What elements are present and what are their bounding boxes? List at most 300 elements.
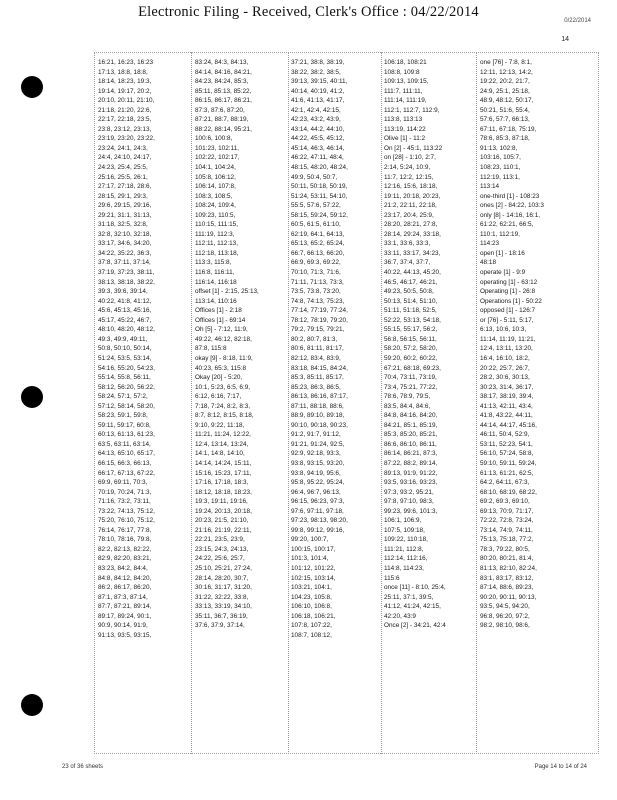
index-entry: 60:5, 61:5, 61:10, <box>291 221 341 229</box>
index-entry: 81:13, 82:10, 82:24, <box>480 564 537 572</box>
index-entry: 80:6, 81:11, 81:17, <box>291 345 344 353</box>
index-entry: 40:23, 65:3, 115:8 <box>195 364 247 372</box>
index-entry: 106:18, 108:21 <box>384 59 427 66</box>
index-entry: 16:21, 16:23, 16:23 <box>98 59 154 66</box>
index-entry: 87:8, 115:8 <box>195 345 227 353</box>
index-entry: 69:9, 69:11, 70:3, <box>98 479 148 487</box>
index-entry: 107:8, 107:22, <box>291 622 332 630</box>
index-entry: 78:12, 78:19, 79:20, <box>291 316 348 324</box>
index-entry: 70:4, 73:11, 73:19, <box>384 374 437 382</box>
index-entry: 82:2, 82:13, 82:22, <box>98 545 152 553</box>
index-entry: 113:8, 113:13 <box>384 116 423 124</box>
index-entry: 86:2, 86:17, 86:20, <box>98 584 152 592</box>
index-entry: 44:22, 45:5, 45:12, <box>291 135 345 143</box>
index-entry: 58:23, 59:1, 59:8, <box>98 412 148 420</box>
index-entry: 109:23, 110:5, <box>195 211 236 219</box>
index-entry: 109:13, 109:15, <box>384 78 429 86</box>
index-entry: 92:9, 92:18, 93:3, <box>291 450 341 458</box>
index-entry: 79:2, 79:15, 79:21, <box>291 326 345 334</box>
index-entry: 42:1, 42:4, 42:15, <box>291 106 341 114</box>
index-entry: 9:10, 9:22, 11:18, <box>195 421 245 429</box>
index-entry: 86:13, 86:16, 87:17, <box>291 393 348 401</box>
index-entry: 25:16, 25:5, 26:1, <box>98 173 148 181</box>
index-entry: 69:2, 69:3, 69:10, <box>480 498 530 506</box>
date-stamp: 0/22/2014 <box>564 18 591 24</box>
index-entry: 48:10, 48:20, 48:12, <box>98 326 155 334</box>
index-entry: on [28] - 1:10, 2:7, <box>384 154 436 162</box>
index-entry: 114:8, 114:23, <box>384 564 424 572</box>
index-entry: 12:11, 12:13, 14:2, <box>480 68 533 76</box>
index-entry: 108:7, 108:12, <box>291 631 332 639</box>
index-entry: 14:14, 14:24, 15:11, <box>195 459 252 467</box>
index-entry: 95:8, 95:22, 95:24, <box>291 479 345 487</box>
index-entry: 12:4, 13:11, 13:20, <box>480 345 533 353</box>
punch-hole-icon <box>21 386 43 408</box>
index-entry: 67:21, 68:18, 69:23, <box>384 364 441 372</box>
index-entry: 84:8, 84:12, 84:20, <box>98 574 152 582</box>
index-entry: 87:11, 88:18, 88:6, <box>291 402 344 410</box>
index-column-2 <box>195 58 285 750</box>
index-entry: 50:11, 50:18, 50:19, <box>291 183 348 191</box>
index-entry: 110:1, 112:19, <box>480 230 520 238</box>
index-entry: 87:3, 87:6, 87:20, <box>195 106 245 114</box>
index-entry: 66:17, 67:13, 67:22, <box>98 469 155 477</box>
index-entry: 116:14, 116:18 <box>195 278 237 286</box>
index-entry: 33:13, 33:19, 34:10, <box>195 603 252 611</box>
index-entry: 103:21, 104:1, <box>291 584 332 592</box>
column-divider <box>381 52 382 754</box>
index-entry: 113:14 <box>480 183 500 191</box>
index-entry: 71:11, 71:13, 73:3, <box>291 278 344 286</box>
sheet-count: 23 of 36 sheets <box>62 764 104 770</box>
index-entry: 75:20, 76:10, 75:12, <box>98 517 155 525</box>
index-entry: 91:21, 91:24, 92:5, <box>291 440 345 448</box>
index-entry: 87:14, 88:6, 89:23, <box>480 584 534 592</box>
index-entry: 55:5, 57:6, 57:22, <box>291 202 341 210</box>
index-entry: 84:14, 84:16, 84:21, <box>195 68 252 76</box>
index-entry: 40:14, 40:19, 41:2, <box>291 87 345 95</box>
index-entry: 49:22, 46:12, 82:18, <box>195 335 252 343</box>
index-entry: 42:23, 43:2, 43:9, <box>291 116 341 124</box>
column-divider <box>94 52 95 754</box>
index-entry: 30:16, 31:17, 31:20, <box>195 584 252 592</box>
filing-header: Electronic Filing - Received, Clerk's Office : 04/22/2014 <box>138 4 479 20</box>
index-entry: one [76] - 7:8, 8:1, <box>480 59 532 66</box>
index-entry: 83:18, 84:15, 84:24, <box>291 364 348 372</box>
index-entry: 73:5, 73:8, 73:20, <box>291 288 341 296</box>
index-entry: 19:22, 20:2, 21:7, <box>480 78 530 86</box>
index-entry: 18:12, 18:18, 18:23, <box>195 488 252 496</box>
index-entry: 17:16, 17:18, 18:3, <box>195 479 249 487</box>
index-entry: 23:24, 24:1, 24:3, <box>98 144 148 152</box>
index-entry: 113:14, 110:16 <box>195 297 237 305</box>
index-entry: 46:11, 50:4, 52:9, <box>480 431 530 439</box>
index-entry: 27:17, 27:18, 28:6, <box>98 183 152 191</box>
index-entry: 60:13, 61:13, 61:23, <box>98 431 155 439</box>
index-entry: 10:1, 5:23, 6:5, 6:9, <box>195 383 251 391</box>
index-entry: 68:10, 68:19, 68:22, <box>480 488 537 496</box>
index-entry: 102:22, 102:17, <box>195 154 240 162</box>
index-entry: 42:20, 43:9 <box>384 612 416 620</box>
index-entry: 106:1, 106:9, <box>384 517 422 525</box>
index-entry: 56:8, 56:15, 56:11, <box>384 335 437 343</box>
index-entry: 12:4, 13:14, 13:24, <box>195 440 249 448</box>
index-entry: 56:10, 57:24, 58:8, <box>480 450 534 458</box>
index-entry: 78:10, 78:16, 79:8, <box>98 536 152 544</box>
index-entry: 23:8, 23:12, 23:13, <box>98 125 152 133</box>
index-entry: 33:17, 34:6, 34:20, <box>98 240 152 248</box>
index-entry: 100:15, 100:17, <box>291 545 336 553</box>
index-entry: 101:12, 101:22, <box>291 564 336 572</box>
index-entry: On [2] - 45:1, 113:22 <box>384 144 443 152</box>
index-entry: 65:13, 65:2, 65:24, <box>291 240 345 248</box>
index-entry: 37:6, 37:9, 37:14, <box>195 622 245 630</box>
index-entry: 61:13, 61:21, 62:5, <box>480 469 534 477</box>
index-entry: 106:10, 106:8, <box>291 603 332 611</box>
index-entry: 116:8, 116:11, <box>195 269 235 277</box>
index-entry: 111:14, 111:19, <box>384 97 427 105</box>
index-entry: 61:22, 62:21, 66:5, <box>480 221 534 229</box>
index-entry: 50:8, 50:10, 50:14, <box>98 345 152 353</box>
index-entry: 25:11, 37:1, 39:5, <box>384 593 434 601</box>
index-entry: 51:24, 53:11, 54:10, <box>291 192 348 200</box>
index-entry: Offices [1] - 69:14 <box>195 316 246 324</box>
index-entry: 22:17, 22:18, 23:5, <box>98 116 152 124</box>
index-entry: 83:24, 84:3, 84:13, <box>195 59 249 66</box>
index-entry: 85:3, 85:11, 85:17, <box>291 374 344 382</box>
index-entry: 48:15, 48:20, 48:24, <box>291 164 348 172</box>
index-entry: only [8] - 14:16, 16:1, <box>480 211 541 219</box>
index-entry: 58:15, 59:24, 59:12, <box>291 211 348 219</box>
index-entry: 14:1, 14:8, 14:10, <box>195 450 245 458</box>
index-entry: 44:14, 44:17, 45:16, <box>480 421 537 429</box>
index-entry: 21:2, 22:11, 22:18, <box>384 202 437 210</box>
index-entry: 41:6, 41:13, 41:17, <box>291 97 345 105</box>
index-entry: 104:23, 105:8, <box>291 593 332 601</box>
index-entry: 22:21, 23:5, 23:9, <box>195 536 245 544</box>
index-entry: 34:22, 35:22, 36:3, <box>98 249 152 257</box>
index-entry: 113:19, 114:22 <box>384 125 426 133</box>
index-entry: 86:6, 86:10, 86:11, <box>384 440 437 448</box>
index-entry: 111:19, 112:3, <box>195 230 235 238</box>
index-entry: 24:9, 25:1, 25:18, <box>480 87 530 95</box>
index-entry: 37:19, 37:23, 38:11, <box>98 269 155 277</box>
index-entry: 55:14, 55:8, 56:11, <box>98 374 151 382</box>
index-entry: 93:8, 94:19, 95:6, <box>291 469 341 477</box>
index-entry: 87:7, 87:21, 89:14, <box>98 603 152 611</box>
index-entry: 49:23, 50:5, 50:8, <box>384 288 434 296</box>
index-entry: 112:11, 112:13, <box>195 240 238 248</box>
index-entry: operate [1] - 9:9 <box>480 269 526 277</box>
index-entry: 91:13, 93:5, 93:15, <box>98 631 152 639</box>
index-entry: 41:8, 43:22, 44:11, <box>480 412 533 420</box>
index-entry: 110:15, 111:15, <box>195 221 238 229</box>
column-divider <box>288 52 289 754</box>
index-entry: 38:17, 38:19, 39:4, <box>480 393 534 401</box>
index-entry: 8:7, 8:12, 8:15, 8:18, <box>195 412 254 420</box>
index-entry: 101:23, 102:11, <box>195 144 239 152</box>
index-entry: 84:8, 84:16, 84:20, <box>384 412 438 420</box>
index-entry: 90:20, 90:11, 90:13, <box>480 593 537 601</box>
column-divider <box>598 52 599 754</box>
index-entry: 45:14, 46:3, 46:14, <box>291 144 345 152</box>
index-entry: 19:3, 19:11, 19:16, <box>195 498 248 506</box>
index-entry: 54:16, 55:20, 54:23, <box>98 364 155 372</box>
index-entry: 48:9, 48:12, 50:17, <box>480 97 534 105</box>
index-entry: 48:18 <box>480 259 496 267</box>
index-entry: 101:3, 101:4, <box>291 555 329 563</box>
index-column-1 <box>98 58 188 750</box>
index-entry: 40:22, 41:8, 41:12, <box>98 297 152 305</box>
index-entry: 59:20, 60:2, 60:22, <box>384 354 438 362</box>
index-entry: 28:14, 28:20, 30:7, <box>195 574 249 582</box>
index-entry: 59:11, 59:17, 60:8, <box>98 421 151 429</box>
index-entry: 20:10, 20:11, 21:10, <box>98 97 155 105</box>
index-entry: 108:3, 108:5, <box>195 192 233 200</box>
index-entry: 78:6, 85:3, 87:18, <box>480 135 530 143</box>
page-range: Page 14 to 14 of 24 <box>534 764 587 770</box>
index-entry: 43:14, 44:2, 44:10, <box>291 125 345 133</box>
index-entry: Once [2] - 34:21, 42:4 <box>384 622 446 630</box>
index-entry: operating [1] - 63:12 <box>480 278 538 286</box>
index-entry: 109:22, 110:18, <box>384 536 428 544</box>
index-entry: 36:7, 37:4, 37:7, <box>384 259 431 267</box>
index-entry: 88:9, 89:10, 89:18, <box>291 412 345 420</box>
index-entry: 24:22, 25:6, 25:7, <box>195 555 245 563</box>
index-entry: 74:8, 74:13, 75:23, <box>291 297 345 305</box>
index-entry: or [76] - 5:11, 5:17, <box>480 316 534 324</box>
index-entry: 59:10, 59:11, 59:24, <box>480 459 537 467</box>
index-entry: 89:17, 89:24, 90:1, <box>98 612 152 620</box>
index-entry: 39:3, 39:6, 39:14, <box>98 288 148 296</box>
index-entry: 33:1, 33:6, 33:3, <box>384 240 431 248</box>
index-entry: 71:16, 73:2, 73:11, <box>98 498 151 506</box>
index-entry: 72:22, 72:8, 73:24, <box>480 517 534 525</box>
index-entry: 46:22, 47:11, 48:4, <box>291 154 344 162</box>
index-entry: 19:11, 20:18, 20:23, <box>384 192 441 200</box>
index-entry: 55:15, 55:17, 56:2, <box>384 326 438 334</box>
index-entry: 51:11, 51:18, 52:5, <box>384 307 437 315</box>
index-entry: 86:15, 86:17, 86:21, <box>195 97 252 105</box>
index-entry: 28:15, 29:1, 29:3, <box>98 192 148 200</box>
index-entry: 57:6, 57:7, 66:13, <box>480 116 530 124</box>
index-entry: 80:2, 80:7, 81:3, <box>291 335 338 343</box>
index-entry: 45:17, 45:22, 46:7, <box>98 316 152 324</box>
index-entry: 15:16, 15:23, 17:11, <box>195 469 252 477</box>
index-entry: 30:23, 31:4, 36:17, <box>480 383 534 391</box>
index-entry: 97:6, 97:11, 97:18, <box>291 507 344 515</box>
index-entry: 108:8, 109:8 <box>384 68 420 76</box>
index-entry: 52:22, 53:13, 54:18, <box>384 316 441 324</box>
index-entry: 83:5, 84:4, 84:6, <box>384 402 431 410</box>
index-entry: offset [1] - 2:15, 25:13, <box>195 288 259 296</box>
index-entry: Oh [5] - 7:12, 11:9, <box>195 326 248 334</box>
index-entry: 28:14, 29:24, 33:18, <box>384 230 441 238</box>
index-page <box>94 52 599 754</box>
index-entry: 78:3, 79:22, 80:5, <box>480 545 530 553</box>
index-entry: 53:11, 52:23, 54:1, <box>480 440 533 448</box>
index-entry: 37:21, 38:8, 38:19, <box>291 59 345 66</box>
index-entry: 89:13, 91:9, 91:22, <box>384 469 438 477</box>
index-entry: 84:23, 84:24, 85:3, <box>195 78 249 86</box>
index-entry: 78:6, 78:9, 79:5, <box>384 393 431 401</box>
index-entry: 83:1, 83:17, 83:12, <box>480 574 534 582</box>
index-entry: 87:22, 88:2, 89:14, <box>384 459 438 467</box>
index-entry: 112:19, 113:1, <box>480 173 520 181</box>
index-entry: ones [2] - 84:22, 103:3 <box>480 202 544 210</box>
index-entry: 82:12, 83:4, 83:9, <box>291 354 341 362</box>
index-entry: 100:6, 100:8, <box>195 135 233 143</box>
index-entry: 93:5, 93:16, 93:23, <box>384 479 438 487</box>
index-entry: 23:19, 23:20, 23:22, <box>98 135 155 143</box>
index-entry: 63:5, 63:11, 63:14, <box>98 440 151 448</box>
index-entry: 112:14, 112:16, <box>384 555 428 563</box>
index-entry: 20:23, 21:5, 21:10, <box>195 517 249 525</box>
index-entry: 38:22, 38:2, 38:5, <box>291 68 341 76</box>
index-entry: 99:23, 99:6, 101:3, <box>384 507 438 515</box>
index-entry: 91:2, 91:7, 91:12, <box>291 431 341 439</box>
index-entry: Okay [20] - 5:20, <box>195 374 243 382</box>
punch-hole-icon <box>21 76 43 98</box>
index-entry: 70:19, 70:24, 71:3, <box>98 488 152 496</box>
index-column-3 <box>291 58 378 750</box>
index-entry: 11:7, 12:2, 12:15, <box>384 173 434 181</box>
index-entry: 45:6, 45:13, 45:16, <box>98 307 152 315</box>
index-entry: 37:8, 37:11, 37:14, <box>98 259 151 267</box>
index-entry: 84:21, 85:1, 85:19, <box>384 421 438 429</box>
index-entry: 66:15, 66:3, 66:13, <box>98 459 152 467</box>
punch-hole-icon <box>21 694 43 716</box>
index-entry: 99:20, 100:7, <box>291 536 329 544</box>
index-entry: 24:4, 24:10, 24:17, <box>98 154 152 162</box>
index-entry: 28:20, 28:21, 27:8, <box>384 221 438 229</box>
index-entry: 85:3, 85:20, 85:21, <box>384 431 438 439</box>
index-entry: 93:5, 94:5, 94:20, <box>480 603 530 611</box>
index-entry: 86:14, 86:21, 87:3, <box>384 450 438 458</box>
index-entry: 96:4, 96:7, 96:13, <box>291 488 341 496</box>
index-entry: 96:8, 96:20, 97:2, <box>480 612 530 620</box>
index-entry: 58:20, 57:2, 58:20, <box>384 345 438 353</box>
index-entry: 106:18, 106:21, <box>291 612 336 620</box>
index-entry: 21:18, 21:20, 22:6, <box>98 106 152 114</box>
index-entry: 32:8, 32:10, 32:18, <box>98 230 152 238</box>
index-entry: 2:14, 5:24, 10:9, <box>384 164 431 172</box>
index-entry: 73:4, 75:21, 77:22, <box>384 383 438 391</box>
index-entry: 70:10, 71:3, 71:6, <box>291 269 341 277</box>
index-entry: Olive [1] - 11:2 <box>384 135 426 143</box>
index-entry: 97:3, 93:2, 95:21, <box>384 488 434 496</box>
index-entry: 19:24, 20:13, 20:18, <box>195 507 252 515</box>
index-entry: 62:19, 64:1, 64:13, <box>291 230 345 238</box>
index-entry: 73:22, 74:13, 75:12, <box>98 507 155 515</box>
index-entry: 75:13, 75:18, 77:2, <box>480 536 534 544</box>
index-entry: 96:15, 96:23, 97:3, <box>291 498 345 506</box>
index-entry: 38:13, 38:18, 38:22, <box>98 278 155 286</box>
index-entry: 58:24, 57:1, 57:2, <box>98 393 148 401</box>
index-entry: 49:3, 49:9, 49:11, <box>98 335 148 343</box>
index-entry: 111:21, 112:8, <box>384 545 424 553</box>
index-entry: 41:13, 42:11, 43:4, <box>480 402 533 410</box>
index-entry: Operating [1] - 26:8 <box>480 288 536 296</box>
index-entry: 98:2, 98:10, 98:6, <box>480 622 530 630</box>
index-entry: 108:24, 109:4, <box>195 202 236 210</box>
index-entry: 50:21, 51:6, 55:4, <box>480 106 530 114</box>
bottom-border <box>94 753 599 754</box>
page-number: 14 <box>561 36 569 43</box>
index-entry: 58:12, 56:20, 56:22, <box>98 383 155 391</box>
index-entry: 107:5, 109:18, <box>384 526 425 534</box>
column-divider <box>191 52 192 754</box>
index-entry: 88:22, 88:14, 95:21, <box>195 125 252 133</box>
index-entry: 19:14, 19:17, 20:2, <box>98 87 152 95</box>
index-entry: 80:20, 80:21, 81:4, <box>480 555 534 563</box>
index-entry: 31:22, 32:22, 33:8, <box>195 593 249 601</box>
index-entry: 106:14, 107:8, <box>195 183 236 191</box>
index-entry: 18:14, 18:23, 19:3, <box>98 78 152 86</box>
index-entry: 113:3, 115:8, <box>195 259 232 267</box>
index-entry: 20:22, 25:7, 26:7, <box>480 364 530 372</box>
column-divider <box>476 52 477 754</box>
index-entry: okay [9] - 8:18, 11:9, <box>195 354 253 362</box>
index-entry: 16:4, 16:10, 18:2, <box>480 354 530 362</box>
index-entry: 29:21, 31:1, 31:13, <box>98 211 152 219</box>
index-entry: Operations [1] - 50:22 <box>480 297 542 305</box>
index-entry: Offices [1] - 2:18 <box>195 307 242 315</box>
index-entry: 103:16, 105:7, <box>480 154 521 162</box>
index-entry: 91:13, 102:8, <box>480 144 518 152</box>
index-entry: 12:16, 15:6, 18:18, <box>384 183 438 191</box>
index-entry: 25:10, 25:21, 27:24, <box>195 564 252 572</box>
index-entry: 66:9, 69:3, 69:22, <box>291 259 341 267</box>
index-entry: 76:14, 76:17, 77:8, <box>98 526 152 534</box>
index-entry: 40:22, 44:13, 45:20, <box>384 269 441 277</box>
index-entry: 31:18, 32:5, 32:8, <box>98 221 148 229</box>
index-entry: 99:8, 99:12, 99:16, <box>291 526 345 534</box>
index-entry: 87:21, 88:7, 88:19, <box>195 116 249 124</box>
index-column-4 <box>384 58 473 750</box>
index-column-5 <box>480 58 596 750</box>
index-entry: 39:13, 39:15, 40:11, <box>291 78 348 86</box>
index-entry: 85:11, 85:13, 85:22, <box>195 87 252 95</box>
index-entry: 21:16, 21:19, 22:11, <box>195 526 252 534</box>
index-entry: 11:21, 11:24, 12:22, <box>195 431 251 439</box>
index-entry: 24:23, 25:4, 25:5, <box>98 164 148 172</box>
index-entry: 108:23, 110:1, <box>480 164 521 172</box>
index-entry: 112:18, 113:18, <box>195 249 239 257</box>
index-entry: 105:8, 106:12, <box>195 173 236 181</box>
index-entry: 104:1, 104:24, <box>195 164 236 172</box>
index-entry: 50:13, 51:4, 51:10, <box>384 297 438 305</box>
index-entry: 35:11, 36:7, 36:19, <box>195 612 248 620</box>
index-entry: 73:14, 74:9, 74:11, <box>480 526 533 534</box>
index-entry: 67:11, 67:18, 75:19, <box>480 125 537 133</box>
index-entry: 115:6 <box>384 574 400 582</box>
index-entry: 77:14, 77:19, 77:24, <box>291 307 348 315</box>
index-entry: 111:7, 111:11, <box>384 87 423 95</box>
index-entry: 64:2, 64:11, 67:3, <box>480 479 530 487</box>
index-entry: 46:5, 46:17, 46:21, <box>384 278 438 286</box>
index-entry: opposed [1] - 126:7 <box>480 307 536 315</box>
index-entry: 114:23 <box>480 240 500 248</box>
index-entry: 85:23, 86:3, 86:5, <box>291 383 341 391</box>
index-entry: 90:9, 90:14, 91:9, <box>98 622 148 630</box>
index-entry: 6:12, 6:16, 7:17, <box>195 393 242 401</box>
index-entry: 23:17, 20:4, 25:9, <box>384 211 434 219</box>
index-entry: 7:18, 7:24, 8:2, 8:3, <box>195 402 251 410</box>
index-entry: 93:8, 93:15, 93:20, <box>291 459 345 467</box>
index-entry: 17:13, 18:8, 18:8, <box>98 68 148 76</box>
index-entry: 28:2, 30:6, 30:13, <box>480 374 530 382</box>
